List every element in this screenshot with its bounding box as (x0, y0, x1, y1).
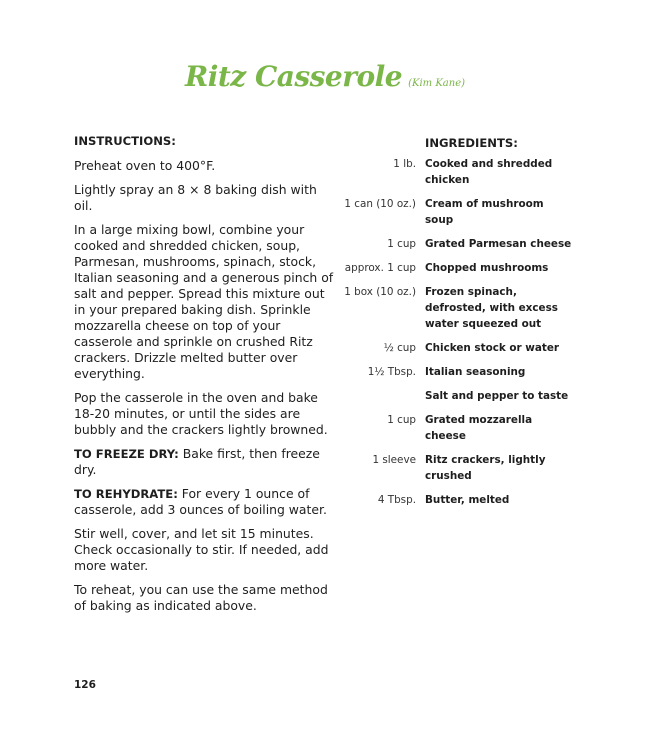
ingredients-heading: INGREDIENTS: (425, 136, 518, 150)
ingredient-row (340, 492, 580, 508)
ingredient-row (340, 388, 580, 404)
instruction-step: Lightly spray an 8 × 8 baking dish with oil. (74, 182, 317, 213)
ingredient-quantity: 1 box (10 oz.) (344, 286, 416, 298)
ingredient-row (340, 156, 580, 188)
freeze-dry-text: Bake first, then freeze dry. (74, 446, 320, 477)
rehydrate-label: TO REHYDRATE: (74, 487, 178, 501)
ingredient-quantity: approx. 1 cup (344, 262, 416, 274)
ingredient-name: Salt and pepper to taste (425, 390, 569, 402)
ingredient-quantity: 4 Tbsp. (377, 494, 416, 506)
ingredient-quantity (340, 388, 425, 404)
title-block (0, 60, 650, 93)
rehydrate-text: For every 1 ounce of casserole, add 3 ounces of boiling water. (74, 486, 327, 517)
ingredient-row (340, 364, 580, 380)
ingredient-row (340, 340, 580, 356)
ingredient-quantity: 1 can (10 oz.) (344, 198, 416, 210)
instructions-heading: INSTRUCTIONS: (74, 134, 176, 148)
instructions-section (74, 133, 336, 622)
ingredient-quantity: 1 cup (387, 414, 416, 426)
ingredient-row (340, 412, 580, 444)
ingredient-row (340, 284, 580, 332)
instruction-step: To reheat, you can use the same method of baking as indicated above. (74, 582, 328, 613)
recipe-title: Ritz Casserole (184, 60, 403, 93)
ingredient-quantity: 1½ Tbsp. (367, 366, 416, 378)
instruction-step: In a large mixing bowl, combine your cooked and shredded chicken, soup, Parmesan, mushrooms, spinach, stock, Italian seasoning and a generous pinch of salt and pepper. Spread this mixture out in your prepared baking dish. Sprinkle mozzarella cheese on top of your casserole and sprinkle on crushed Ritz crackers. Drizzle melted butter over everything. (74, 222, 334, 381)
ingredient-row (340, 236, 580, 252)
ingredient-name: Ritz crackers, lightly crushed (425, 454, 546, 482)
rehydrate-note (74, 486, 336, 518)
ingredient-name: Chopped mushrooms (425, 262, 549, 274)
ingredient-quantity: 1 lb. (393, 158, 416, 170)
instruction-step: Pop the casserole in the oven and bake 18-20 minutes, or until the sides are bubbly and the crackers lightly browned. (74, 390, 328, 437)
ingredient-quantity: 1 cup (387, 238, 416, 250)
freeze-dry-label: TO FREEZE DRY: (74, 447, 179, 461)
ingredient-name: Cooked and shredded chicken (425, 158, 553, 186)
freeze-dry-note (74, 446, 336, 478)
ingredient-quantity: 1 sleeve (372, 454, 416, 466)
instruction-step: Stir well, cover, and let sit 15 minutes. Check occasionally to stir. If needed, add more water. (74, 526, 329, 573)
ingredient-name: Chicken stock or water (425, 342, 560, 354)
ingredient-name: Frozen spinach, defrosted, with excess water squeezed out (425, 286, 558, 330)
ingredient-row (340, 260, 580, 276)
ingredient-name: Butter, melted (425, 494, 510, 506)
ingredient-name: Grated mozzarella cheese (425, 414, 533, 442)
ingredient-name: Grated Parmesan cheese (425, 238, 572, 250)
instruction-step: Preheat oven to 400°F. (74, 158, 216, 173)
ingredient-row (340, 196, 580, 228)
ingredients-list (340, 156, 580, 508)
ingredient-name: Cream of mushroom soup (425, 198, 544, 226)
ingredient-name: Italian seasoning (425, 366, 526, 378)
page-number: 126 (74, 679, 96, 691)
ingredients-section (340, 136, 580, 516)
ingredient-row (340, 452, 580, 484)
ingredient-quantity: ½ cup (383, 342, 416, 354)
recipe-author: (Kim Kane) (408, 78, 466, 89)
